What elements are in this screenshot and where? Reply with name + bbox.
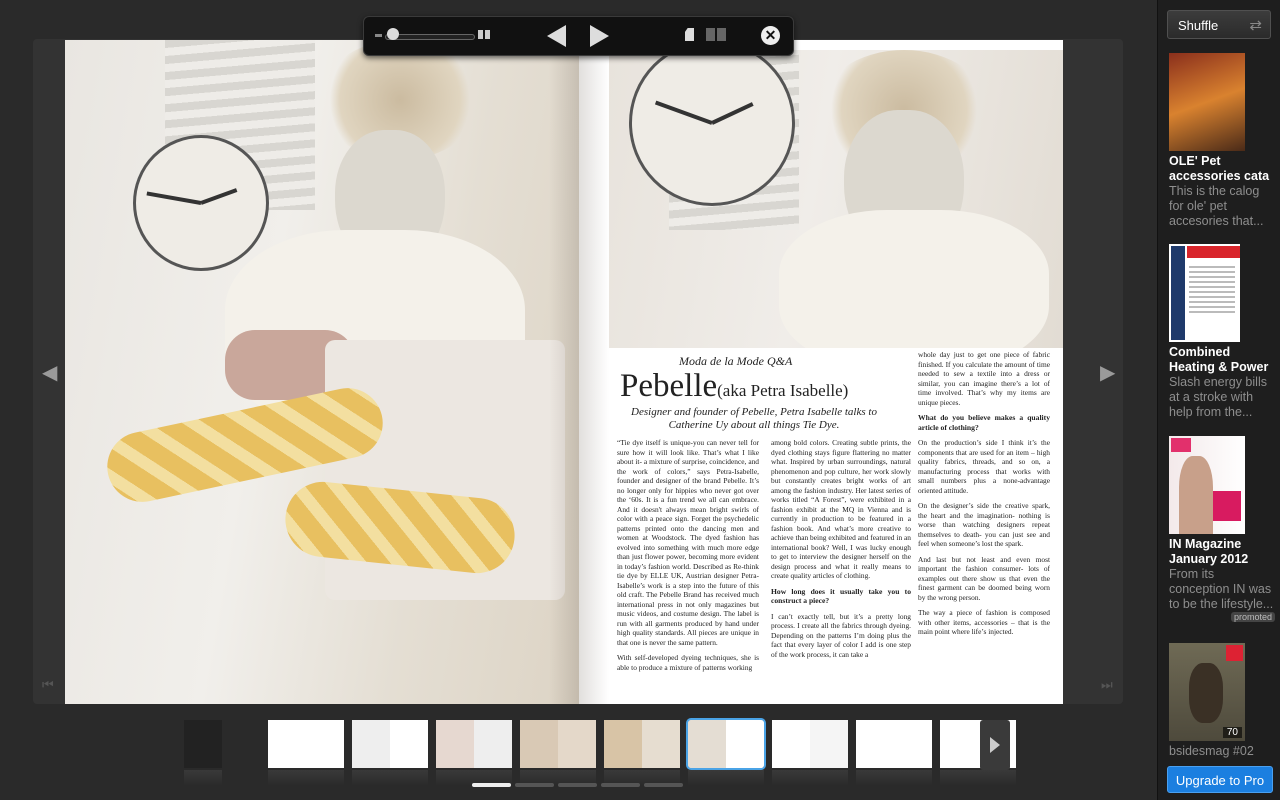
thumbnail-page[interactable] [184,720,222,768]
article-kicker: Moda de la Mode Q&A [679,354,793,368]
promoted-badge: promoted [1231,612,1275,622]
thumbnail-page[interactable] [268,720,344,768]
thumbnail-reflection [184,770,222,786]
sidebar-item-title[interactable]: Combined Heating & Power [1169,345,1269,374]
thumbnail-reflection [772,770,848,786]
left-page-photo [65,40,579,704]
thumbnail-grid-icon[interactable] [478,30,491,40]
pager-dot[interactable] [558,783,597,787]
sidebar-item-title[interactable]: IN Magazine January 2012 [1169,537,1249,566]
upgrade-to-pro-button[interactable]: Upgrade to Pro [1167,766,1273,793]
sidebar-item-description: Slash energy bills at a stroke with help from the... [1169,375,1267,419]
thumbnail-page[interactable] [520,720,596,768]
cover-thumbnail[interactable] [1169,436,1245,534]
sidebar-item-description: This is the calog for ole' pet accesories that... [1169,184,1264,228]
page-count-badge: 70 [1223,727,1242,738]
zoom-out-icon[interactable] [375,34,382,37]
shuffle-button[interactable]: Shuffle ⇄ [1167,10,1271,39]
pager-dot[interactable] [472,783,511,787]
thumbnail-reflection [940,770,1016,786]
cover-thumbnail[interactable] [1169,244,1240,342]
single-page-view-icon[interactable] [685,28,694,41]
thumbnail-reflection [688,770,764,786]
right-page-photo [609,50,1063,348]
first-page-icon[interactable]: ⏮ [42,677,54,692]
pager-dot[interactable] [515,783,554,787]
thumbnail-page[interactable] [688,720,764,768]
pager-dot[interactable] [644,783,683,787]
previous-page-button-icon[interactable] [547,25,566,47]
thumbnail-page[interactable] [436,720,512,768]
sidebar-item-title[interactable]: OLE' Pet accessories cata [1169,154,1270,183]
cover-thumbnail[interactable] [1169,53,1245,151]
sidebar-item-heating-power[interactable] [1169,244,1275,420]
viewer-control-bar [363,16,794,56]
article-column-3: whole day just to get one piece of fabric finished. If you calculate the amount of time needed to sew a textile into a dress or similar, you can imagine there’s a lot of time involved. That’s why my items are unique pieces. What do you believe makes a quality article of clothing? On the production’s side I think it’s the components that are used for an item – high quality fabrics, threads, and so on, a manufacturing process that works with small numbers plus a none-advantage oriented attitude. On the designer’s side the creative spark, the heart and the imagination- nothing is worse than watching designers repeat themselves to death- you can just see and feel when someone’s lost the spark. And last but not least and even most important the fashion consumer- lots of examples out there show us that even the finest garment can be doomed being worn by the wrong person. The way a piece of fashion is composed with other items, accessories – that is the main point where life’s injected. [918,350,1050,636]
thumbnail-page[interactable] [604,720,680,768]
sidebar-item-in-magazine[interactable] [1169,436,1275,624]
thumbnail-page[interactable] [772,720,848,768]
sidebar-item-description: From its conception IN was to be the lifestyle... [1169,567,1274,611]
previous-page-arrow-icon[interactable]: ◀ [42,362,58,384]
thumbnail-page[interactable] [352,720,428,768]
sidebar-item-ole-pet[interactable] [1169,53,1275,229]
right-page [579,40,1063,704]
last-page-icon[interactable]: ⏭ [1101,677,1113,692]
cover-thumbnail[interactable] [1169,643,1245,741]
article-column-2: among bold colors. Creating subtle prints, the dyed clothing stays figure flattering no matter what. Inspired by urban surroundings, natural phenomenon and pop culture, her work slowly but constantly creates bright works of art among the fashion industry. Her latest series of works titled “A Forest”, were exhibited in a fashion exhibit at the MQ in Vienna and is currently in production to be featured in a fashion book. And what’s more creative to achieve than being exhibited and featured in an international book? Well, I was lucky enough to get to interview the designer herself on the design process and what it really means to create quality articles of clothing. How long does it usually take you to construct a piece? I can’t exactly tell, but it’s a pretty long process. I create all the fabrics through dyeing. Depending on the patterns I’m doing plus the fact that every layer of color I add is one step of the work process, it can take a [771,438,911,659]
sidebar-item-bsidesmag[interactable] [1169,643,1275,759]
article-deck: Designer and founder of Pebelle, Petra Isabelle talks to Catherine Uy about all things Tie Dye. [631,406,877,431]
article-headline: Pebelle(aka Petra Isabelle) [620,368,849,404]
thumbnail-reflection [268,770,344,786]
zoom-slider-thumb[interactable] [387,28,399,40]
next-page-button-icon[interactable] [590,25,609,47]
thumbnail-reflection [352,770,428,786]
close-icon[interactable]: ✕ [761,26,780,45]
thumbnail-next-arrow-icon[interactable] [980,720,1010,770]
shuffle-icon: ⇄ [1249,17,1262,34]
next-page-arrow-icon[interactable]: ▶ [1100,362,1116,384]
thumbnail-page[interactable] [856,720,932,768]
sidebar-item-description[interactable]: bsidesmag #02 [1169,744,1254,758]
double-page-view-icon[interactable] [706,28,726,41]
pager-dot[interactable] [601,783,640,787]
article-column-1: “Tie dye itself is unique-you can never tell for sure how it will look like. That’s what I like about it- a mixture of surprise, coincidence, and the work of colors,” says Petra-Isabelle, founder and designer of the brand Pebelle. It’s no longer only for hippies who never got over the ‘60s. It is a fun trend we all can embrace. And it doesn't always mean bright swirls of color with a peace sign. Forget the psychedelic patterns printed onto the dancing men and women at Woodstock. The dyed fashion has evolved into something with much more edge than just flower power, becoming more evident in today’s fashion world. Described as Re-think tie dye by ELLE UK, Austrian designer Petra-Isabelle’s work is a step into the future of this old craft. The Pebelle Brand has received much international press in not only magazines but music videos, and costume design. The label is run with all garments produced by hand under high quality standards. All pieces are unique in that one is never the same pattern. With self-developed dyeing techniques, she is able to produce a mixture of patterns working [617,438,759,672]
related-sidebar [1157,0,1280,800]
thumbnail-reflection [856,770,932,786]
clock-graphic [133,135,269,271]
